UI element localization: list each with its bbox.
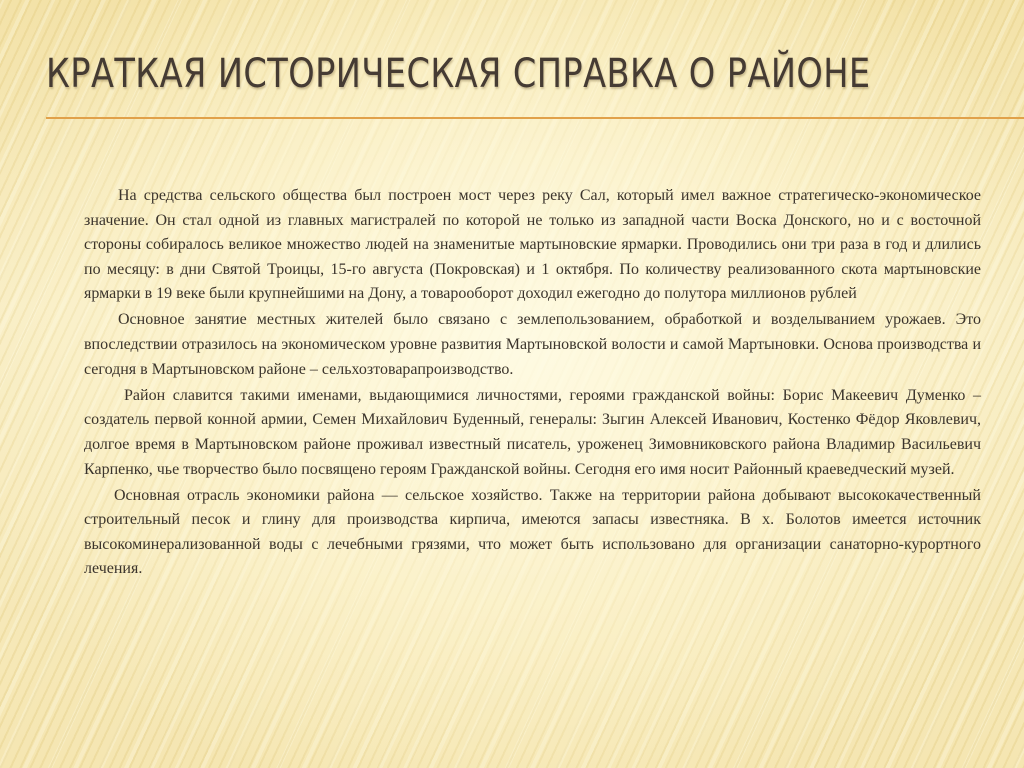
paragraph-occupation: Основное занятие местных жителей было связано с землепользованием, обработкой и возделыванием урожаев. Это впоследствии отразилось на экономическом уровне развития Мартыновской волости и самой Мартыновки. Основа производства и сегодня в Мартыновском районе – сельхозтоварапроизводство.	[84, 311, 981, 378]
paragraph-economy: Основная отрасль экономики района — сельское хозяйство. Также на территории района добывают высококачественный строительный песок и глину для производства кирпича, имеются запасы известняка. В х. Болотов имеется источник высокоминерализованной воды с лечебными грязями, что может быть использовано для организации санаторно-курортного лечения.	[84, 486, 981, 578]
paragraph-bridge-fairs: На средства сельского общества был построен мост через реку Сал, который имел важное стратегическо-экономическое значение. Он стал одной из главных магистралей по которой не только из западной части Воска Донского, но и с восточной стороны собиралось великое множество людей на знаменитые мартыновские ярмарки. Проводились они три раза в год и длились по месяцу: в дни Святой Троицы, 15-го августа (Покровская) и 1 октября. По количеству реализованного скота мартыновские ярмарки в 19 веке были крупнейшими на Дону, а товарооборот доходил ежегодно до полутора миллионов рублей	[84, 187, 981, 303]
slide-title: КРАТКАЯ ИСТОРИЧЕСКАЯ СПРАВКА О РАЙОНЕ	[46, 51, 871, 97]
slide-body	[84, 184, 981, 584]
paragraph-famous-people: Район славится такими именами, выдающимися личностями, героями гражданской войны: Борис Макеевич Думенко – создатель первой конной армии, Семен Михайлович Буденный, генералы: Зыгин Алексей Иванович, Костенко Фёдор Яковлевич, долгое время в Мартыновском районе проживал известный писатель, уроженец Зимовниковского района Владимир Васильевич Карпенко, чье творчество было посвящено героям Гражданской войны. Сегодня его имя носит Районный краеведческий музей.	[84, 386, 981, 478]
title-divider	[46, 117, 1024, 119]
